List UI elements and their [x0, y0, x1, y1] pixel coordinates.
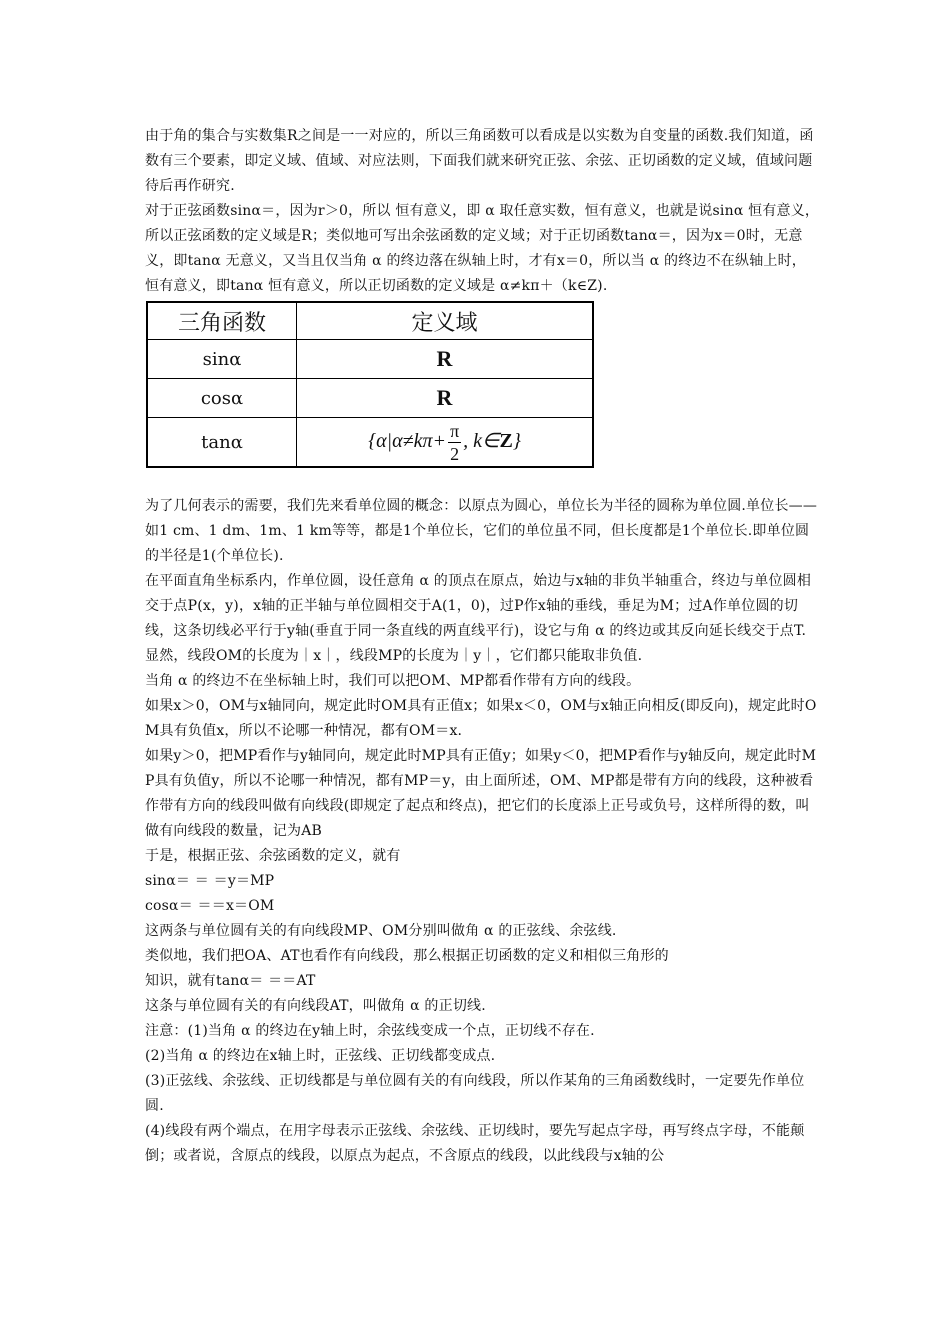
table-header-row	[147, 302, 593, 340]
paragraph: 显然，线段OM的长度为｜x｜，线段MP的长度为｜y｜，它们都只能取非负值.	[145, 648, 643, 664]
intro-paragraph-2: 对于正弦函数sinα＝，因为r＞0，所以 恒有意义，即 α 取任意实数，恒有意义，也就是说sinα 恒有意义，所以正弦函数的定义域是R；类似地可写出余弦函数的定义域；对于正切函数tanα＝，因为x＝0时，无意义，即tanα 无意义，又当且仅当角 α 的终边落在纵轴上时，才有x＝0，所以当 α 的终边不在纵轴上时，恒有意义，即tanα 恒有意义，所以正切函数的定义域是 α≠kπ＋（k∈Z).	[145, 203, 820, 294]
domain-tan	[297, 418, 594, 468]
paragraph: 当角 α 的终边不在坐标轴上时，我们可以把OM、MP都看作带有方向的线段。	[145, 673, 641, 689]
paragraph: 如果x＞0，OM与x轴同向，规定此时OM具有正值x；如果x＜0，OM与x轴正向相反(即反向)，规定此时OM具有负值x，所以不论哪一种情况，都有OM＝x.	[145, 698, 817, 739]
domain-table	[146, 301, 594, 468]
paragraph: 于是，根据正弦、余弦函数的定义，就有	[145, 848, 401, 864]
domain-tan-suffix: , k∈	[463, 429, 500, 452]
function-tan: tanα	[147, 418, 297, 468]
paragraph: 这条与单位圆有关的有向线段AT，叫做角 α 的正切线.	[145, 998, 486, 1014]
note-3: (3)正弦线、余弦线、正切线都是与单位圆有关的有向线段，所以作某角的三角函数线时，一定要先作单位圆.	[145, 1073, 805, 1114]
intro-paragraph-1: 由于角的集合与实数集R之间是一一对应的，所以三角函数可以看成是以实数为自变量的函数.我们知道，函数有三个要素，即定义域、值域、对应法则，下面我们就来研究正弦、余弦、正切函数的定义域，值域问题待后再作研究.	[145, 128, 814, 194]
note-1: 注意：(1)当角 α 的终边在y轴上时，余弦线变成一个点，正切线不存在.	[145, 1023, 595, 1039]
header-function: 三角函数	[147, 302, 297, 340]
table-row	[147, 340, 593, 379]
paragraph: 如果y＞0，把MP看作与y轴同向，规定此时MP具有正值y；如果y＜0，把MP看作与y轴反向，规定此时MP具有负值y，所以不论哪一种情况，都有MP＝y，由上面所述，OM、MP都是带有方向的线段，这种被看作带有方向的线段叫做有向线段(即规定了起点和终点)，把它们的长度添上正号或负号，这样所得的数，叫做有向线段的数量，记为AB	[145, 748, 817, 839]
formula-cos: cosα＝ ＝＝x＝OM	[145, 898, 275, 914]
formula-tan: 知识，就有tanα＝ ＝＝AT	[145, 973, 316, 989]
fraction-numerator: π	[450, 420, 460, 441]
function-cos: cosα	[147, 379, 297, 418]
table-row	[147, 379, 593, 418]
fraction-denominator: 2	[450, 443, 460, 464]
domain-tan-expression	[368, 420, 521, 464]
formula-sin: sinα＝ ＝ ＝y＝MP	[145, 873, 275, 889]
function-sin: sinα	[147, 340, 297, 379]
note-4: (4)线段有两个端点，在用字母表示正弦线、余弦线、正切线时，要先写起点字母，再写终点字母，不能颠倒；或者说，含原点的线段，以原点为起点，不含原点的线段，以此线段与x轴的公	[145, 1123, 805, 1164]
paragraph: 在平面直角坐标系内，作单位圆，设任意角 α 的顶点在原点，始边与x轴的非负半轴重合，终边与单位圆相交于点P(x，y)，x轴的正半轴与单位圆相交于A(1，0)，过P作x轴的垂线，垂足为M；过A作单位圆的切线，这条切线必平行于y轴(垂直于同一条直线的两直线平行)，设它与角 α 的终边或其反向延长线交于点T.	[145, 573, 812, 639]
note-2: (2)当角 α 的终边在x轴上时，正弦线、正切线都变成点.	[145, 1048, 496, 1064]
header-domain: 定义域	[297, 302, 594, 340]
document-page	[145, 124, 820, 1169]
domain-cos: R	[297, 379, 594, 418]
domain-sin: R	[297, 340, 594, 379]
paragraph: 这两条与单位圆有关的有向线段MP、OM分别叫做角 α 的正弦线、余弦线.	[145, 923, 617, 939]
paragraph: 类似地，我们把OA、AT也看作有向线段，那么根据正切函数的定义和相似三角形的	[145, 948, 669, 964]
paragraph: 为了几何表示的需要，我们先来看单位圆的概念：以原点为圆心，单位长为半径的圆称为单位圆.单位长——如1 cm、1 dm、1m、1 km等等，都是1个单位长，它们的单位虽不同，但长度都是1个单位长.即单位圆的半径是1(个单位长).	[145, 498, 818, 564]
table-row	[147, 418, 593, 468]
domain-tan-prefix: {α|α≠kπ+	[368, 429, 447, 452]
integer-set-symbol: Z	[499, 429, 513, 452]
domain-tan-close: }	[512, 429, 521, 452]
pi-over-2-fraction	[448, 422, 461, 463]
